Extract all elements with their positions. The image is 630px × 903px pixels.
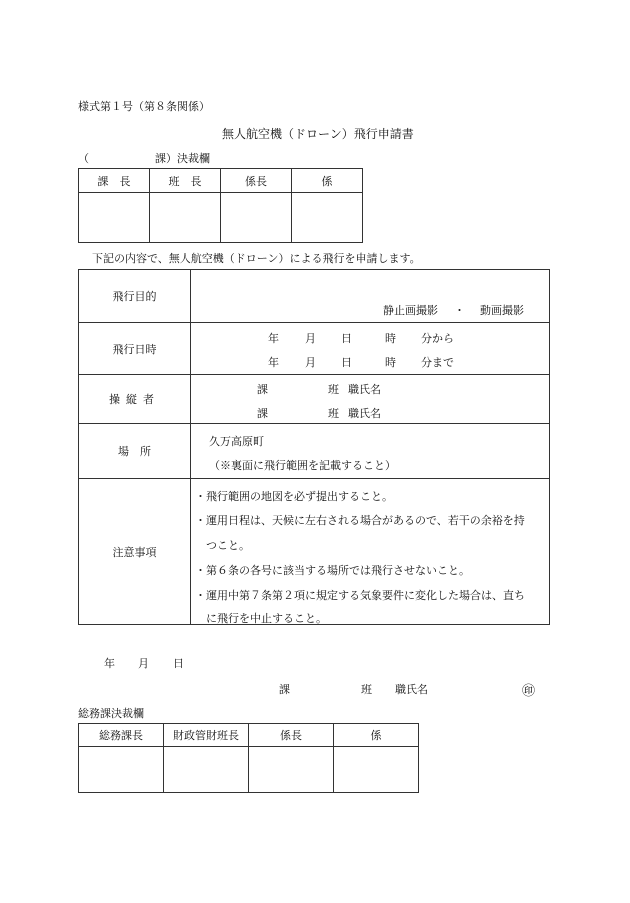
location-note: （※裏面に飛行範囲を記載すること） (209, 459, 396, 472)
date-month: 月 (138, 657, 149, 670)
operator-name: 職氏名 (348, 383, 381, 396)
approval-heading: （ 課）決裁欄 (78, 152, 210, 165)
operator-ka: 課 (257, 383, 268, 396)
approval-header-kakaricho: 係長 (221, 169, 292, 193)
note-item: ・運用中第７条第２項に規定する気象要件に変化した場合は、直ち (195, 589, 525, 602)
date-day: 日 (173, 657, 184, 670)
operator-cell[interactable] (191, 375, 550, 424)
purpose-label: 飛行目的 (79, 270, 191, 323)
signature-han: 班 (361, 683, 372, 696)
soumu-stamp-box[interactable] (79, 747, 164, 793)
approval-header-hancho: 班 長 (150, 169, 221, 193)
location-place: 久万高原町 (209, 435, 264, 448)
operator-ka: 課 (257, 407, 268, 420)
intro-text: 下記の内容で、無人航空機（ドローン）による飛行を申請します。 (92, 252, 421, 265)
datetime-year: 年 (268, 332, 279, 345)
operator-han: 班 (328, 407, 339, 420)
datetime-day: 日 (341, 332, 352, 345)
datetime-day: 日 (341, 356, 352, 369)
datetime-cell[interactable] (191, 323, 550, 375)
note-item: ・運用日程は、天候に左右される場合があるので、若干の余裕を持 (195, 514, 525, 527)
page-title: 無人航空機（ドローン）飛行申請書 (222, 127, 414, 141)
note-item: ・飛行範囲の地図を必ず提出すること。 (195, 490, 393, 503)
datetime-from: 分から (421, 332, 454, 345)
approval-table (78, 168, 363, 243)
operator-label: 操縦者 (79, 375, 191, 424)
soumu-stamp-box[interactable] (334, 747, 419, 793)
datetime-until: 分まで (421, 356, 454, 369)
soumu-header-kakari: 係 (334, 724, 419, 747)
notes-label: 注意事項 (79, 479, 191, 625)
datetime-hour: 時 (385, 356, 396, 369)
datetime-hour: 時 (385, 332, 396, 345)
note-item: ・第６条の各号に該当する場所では飛行させないこと。 (195, 564, 470, 577)
soumu-header-kacho: 総務課長 (79, 724, 164, 747)
soumu-stamp-box[interactable] (164, 747, 249, 793)
form-number: 様式第１号（第８条関係） (78, 100, 210, 113)
location-label: 場 所 (79, 424, 191, 479)
soumu-approval-table (78, 723, 419, 793)
purpose-separator: ・ (454, 304, 465, 317)
signature-name: 職氏名 (395, 683, 428, 696)
seal-mark: ㊞ (522, 684, 536, 699)
datetime-year: 年 (268, 356, 279, 369)
approval-header-kacho: 課 長 (79, 169, 150, 193)
purpose-option-still[interactable]: 静止画撮影 (383, 304, 438, 317)
note-item: つこと。 (195, 539, 250, 552)
approval-stamp-box[interactable] (150, 193, 221, 243)
datetime-month: 月 (305, 356, 316, 369)
soumu-stamp-box[interactable] (249, 747, 334, 793)
approval-stamp-box[interactable] (292, 193, 363, 243)
purpose-option-video[interactable]: 動画撮影 (480, 304, 524, 317)
soumu-heading: 総務課決裁欄 (78, 707, 144, 720)
operator-name: 職氏名 (348, 407, 381, 420)
approval-stamp-box[interactable] (79, 193, 150, 243)
soumu-header-kakaricho: 係長 (249, 724, 334, 747)
soumu-header-hancho: 財政管財班長 (164, 724, 249, 747)
signature-ka: 課 (279, 683, 290, 696)
location-cell[interactable] (191, 424, 550, 479)
approval-header-kakari: 係 (292, 169, 363, 193)
datetime-label: 飛行日時 (79, 323, 191, 375)
application-table (78, 269, 550, 625)
datetime-month: 月 (305, 332, 316, 345)
note-item: に飛行を中止すること。 (195, 612, 327, 625)
date-year: 年 (104, 657, 115, 670)
approval-stamp-box[interactable] (221, 193, 292, 243)
notes-cell (191, 479, 550, 625)
purpose-cell[interactable] (191, 270, 550, 323)
operator-han: 班 (328, 383, 339, 396)
